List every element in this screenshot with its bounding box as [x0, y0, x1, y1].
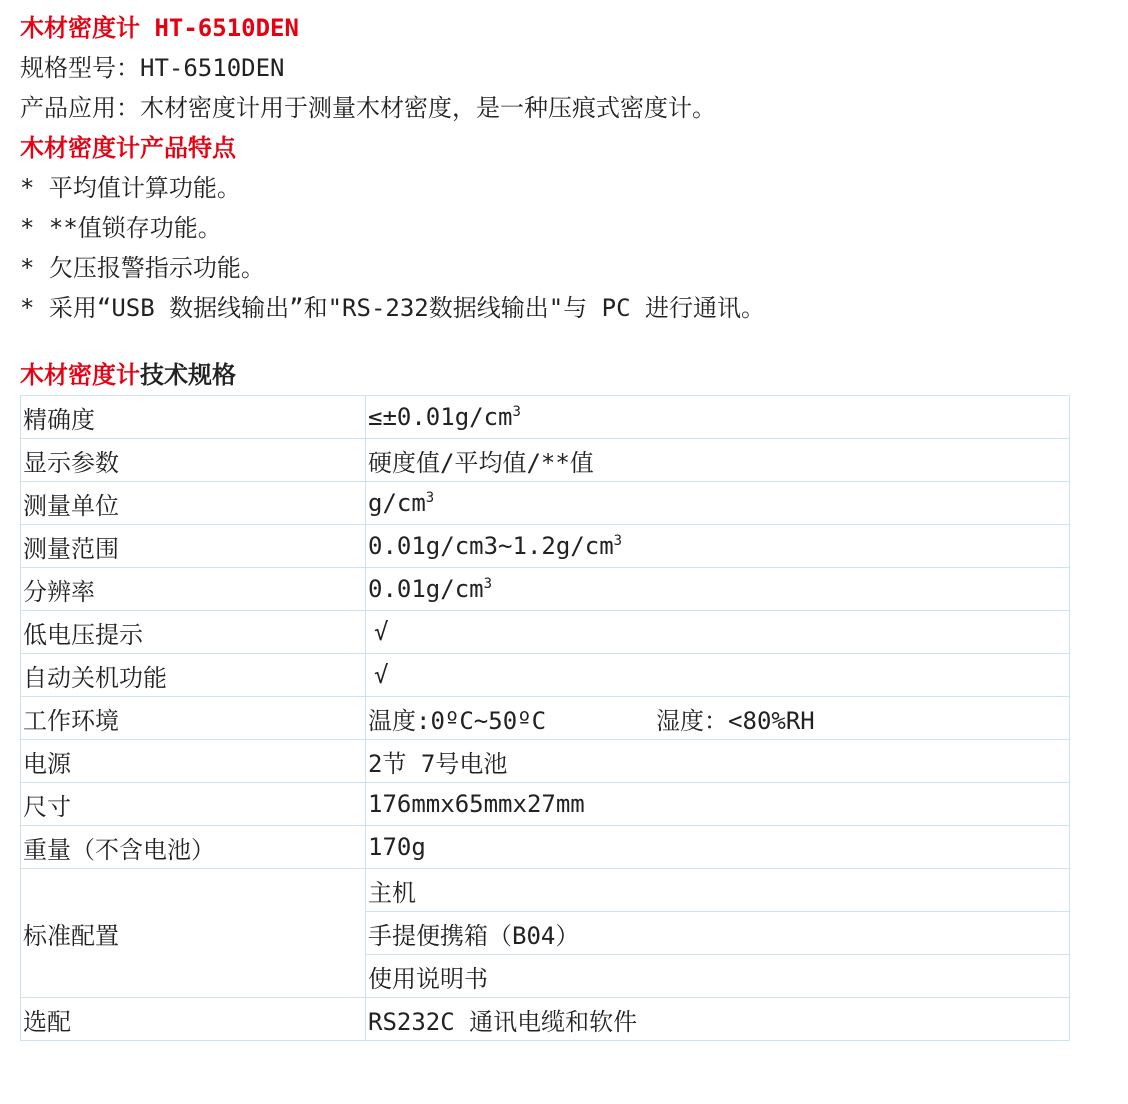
spec-label: 测量范围 — [21, 525, 366, 568]
spec-label: 工作环境 — [21, 697, 366, 740]
spec-label: 重量（不含电池） — [21, 826, 366, 869]
spec-row-optional — [21, 998, 1070, 1041]
spec-value: 手提便携箱（B04） — [366, 912, 1070, 955]
spec-value: $0.01g/cm3\sim 1.2g/cm^3$ — [366, 525, 1070, 568]
features-title: 木材密度计产品特点 — [20, 134, 236, 162]
feature-item: * 采用“USB 数据线输出”和"RS-232数据线输出"与 PC 进行通讯。 — [20, 294, 765, 322]
spec-row-low-voltage — [21, 611, 1070, 654]
spec-row-power — [21, 740, 1070, 783]
spec-label: 电源 — [21, 740, 366, 783]
spec-row-accuracy — [21, 396, 1070, 439]
model-line: 规格型号：HT-6510DEN — [20, 54, 285, 82]
spec-label: 标准配置 — [21, 869, 366, 998]
spec-row-weight — [21, 826, 1070, 869]
spec-row-display — [21, 439, 1070, 482]
spec-heading — [20, 355, 1110, 395]
feature-item: * 欠压报警指示功能。 — [20, 254, 265, 282]
check-icon: √ — [374, 661, 389, 689]
spec-label: 选配 — [21, 998, 366, 1041]
spec-label: 测量单位 — [21, 482, 366, 525]
spec-label: 显示参数 — [21, 439, 366, 482]
spec-value: RS232C 通讯电缆和软件 — [366, 998, 1070, 1041]
feature-item: * 平均值计算功能。 — [20, 174, 241, 202]
spec-label: 尺寸 — [21, 783, 366, 826]
spec-row-standard — [21, 869, 1070, 912]
spec-heading-label: 技术规格 — [140, 361, 236, 389]
spec-table — [20, 395, 1070, 1041]
spec-value: 170g — [366, 826, 1070, 869]
spec-value — [366, 654, 1070, 697]
product-page — [20, 8, 1110, 1041]
spec-value: 主机 — [366, 869, 1070, 912]
spec-value: 硬度值/平均值/**值 — [366, 439, 1070, 482]
feature-item: * **值锁存功能。 — [20, 214, 222, 242]
spec-row-size — [21, 783, 1070, 826]
spec-value: $0.01g/cm^3$ — [366, 568, 1070, 611]
spec-row-resolution — [21, 568, 1070, 611]
spec-label: 自动关机功能 — [21, 654, 366, 697]
check-icon: √ — [374, 618, 389, 646]
spec-row-range — [21, 525, 1070, 568]
spec-value: 温度:0ºC~50ºC 湿度：<80%RH — [366, 697, 1070, 740]
spec-heading-product: 木材密度计 — [20, 361, 140, 389]
spec-label: 低电压提示 — [21, 611, 366, 654]
spec-value: 176mmx65mmx27mm — [366, 783, 1070, 826]
spec-row-auto-off — [21, 654, 1070, 697]
spec-value: 2节 7号电池 — [366, 740, 1070, 783]
spec-value: 使用说明书 — [366, 955, 1070, 998]
spec-row-environment — [21, 697, 1070, 740]
spec-label: 分辨率 — [21, 568, 366, 611]
spec-row-unit — [21, 482, 1070, 525]
spec-value: $\le\pm 0.01g/cm^3$ — [366, 396, 1070, 439]
spec-label: 精确度 — [21, 396, 366, 439]
spec-value: $g/cm^3$ — [366, 482, 1070, 525]
product-title: 木材密度计 HT-6510DEN — [20, 14, 299, 42]
spec-value — [366, 611, 1070, 654]
application-line: 产品应用：木材密度计用于测量木材密度，是一种压痕式密度计。 — [20, 94, 716, 122]
